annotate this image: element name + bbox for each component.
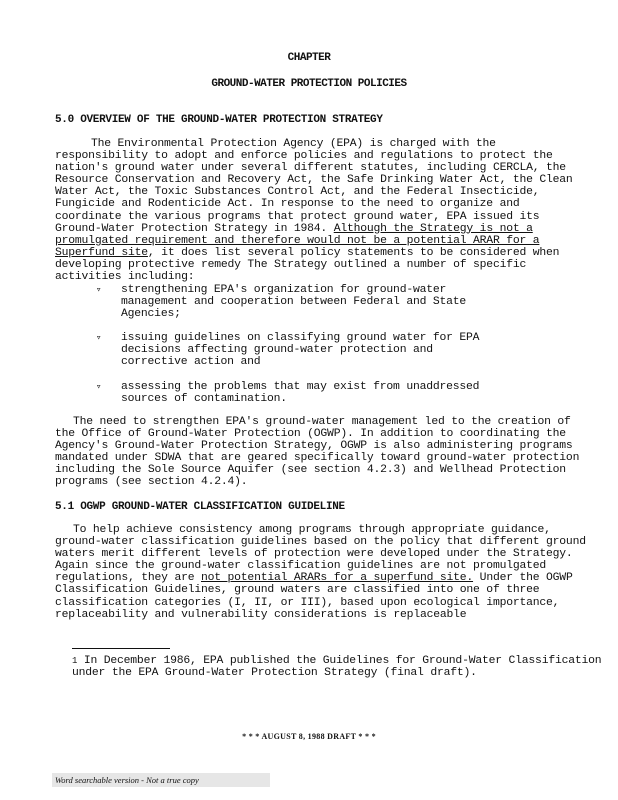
- footnote-number: 1: [72, 656, 78, 666]
- section-heading-5-0: 5.0 OVERVIEW OF THE GROUND-WATER PROTECTION STRATEGY: [55, 114, 383, 126]
- paragraph-ogwp: [55, 416, 590, 489]
- underlined-not-arar: not potential ARARs for a superfund site.: [200, 572, 474, 585]
- underlined-arar-statement: Although the Strategy is not a promulgated requirement and therefore would not be a potential ARAR for a Superfund site: [55, 222, 540, 259]
- bullet-marker-icon: ▿: [96, 285, 102, 295]
- paragraph-classification-continuation: Under the OGWP Classification Guidelines, ground waters are classified into one of three classification categories (I, II, or III), based upon ecological importance, replaceability and vulnerability considerations is replaceable: [55, 572, 573, 621]
- section-heading-5-1: 5.1 OGWP GROUND-WATER CLASSIFICATION GUIDELINE: [55, 501, 345, 513]
- draft-date-line: * * * AUGUST 8, 1988 DRAFT * * *: [242, 732, 376, 741]
- paragraph-ogwp-text: The need to strengthen EPA's ground-water management led to the creation of the Office of Ground-Water Protection (OGWP). In addition to coordinating the Agency's Ground-Water Protection Strategy, OGWP is also administering programs mandated under SDWA that are geared specifically toward ground-water protection including the Sole Source Aquifer (see section 4.2.3) and Wellhead Protection programs (see section 4.2.4).: [55, 416, 580, 489]
- footnote-text: In December 1986, EPA published the Guidelines for Ground-Water Classification under the EPA Ground-Water Protection Strategy (final draft).: [72, 655, 602, 680]
- chapter-title: GROUND-WATER PROTECTION POLICIES: [211, 78, 407, 90]
- list-item-text: strengthening EPA's organization for ground-water management and cooperation between Federal and State Agencies;: [121, 284, 467, 321]
- footnote-divider: [72, 648, 170, 649]
- footnote: [72, 655, 602, 679]
- paragraph-classification-text: To help achieve consistency among programs through appropriate guidance, ground-water classification guidelines based on the policy that different ground waters merit different levels of protection were developed under the Strategy. Again since the ground-water classification guidelines are not promulgated regulations, they are: [55, 524, 586, 585]
- list-item-text: assessing the problems that may exist from unaddressed sources of contamination.: [121, 381, 480, 406]
- paragraph-overview-continuation: , it does list several policy statements to be considered when developing protective remedy The Strategy outlined a number of specific activities including:: [55, 246, 560, 284]
- chapter-label: CHAPTER: [287, 52, 331, 64]
- list-item-text: issuing guidelines on classifying ground water for EPA decisions affecting ground-water protection and corrective action and: [121, 332, 480, 369]
- bullet-marker-icon: ▿: [96, 382, 102, 392]
- bullet-marker-icon: ▿: [96, 333, 102, 343]
- paragraph-overview: [55, 138, 590, 283]
- watermark-label: Word searchable version - Not a true copy: [52, 773, 270, 787]
- paragraph-classification: [55, 524, 590, 621]
- paragraph-overview-text: The Environmental Protection Agency (EPA) is charged with the responsibility to adopt and enforce policies and regulations to protect the nation's ground water under several different statutes, including CERCLA, the Resource Conservation and Recovery Act, the Safe Drinking Water Act, the Clean Water Act, the Toxic Substances Control Act, and the Federal Insecticide, Fungicide and Rodenticide Act. In response to the need to organize and coordinate the various programs that protect ground water, EPA issued its Ground-Water Protection Strategy in 1984.: [55, 138, 573, 235]
